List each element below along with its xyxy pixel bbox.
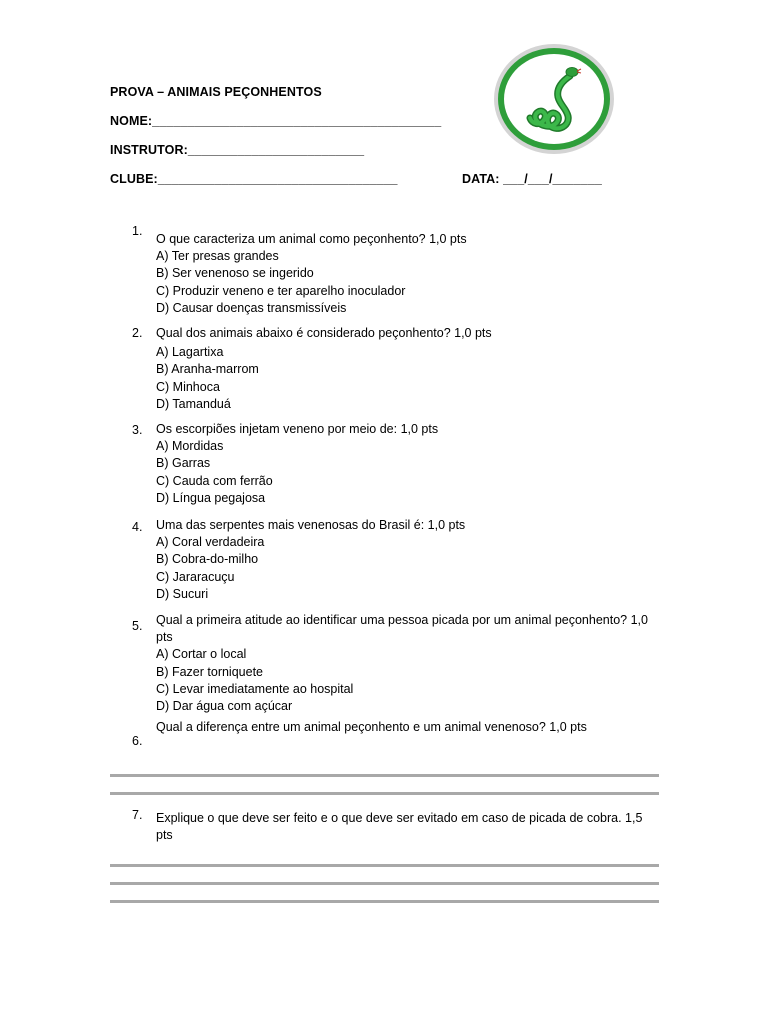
option-c: C) Cauda com ferrão <box>156 473 273 488</box>
option-b: B) Garras <box>156 456 211 471</box>
question-number: 1. <box>132 224 143 238</box>
answer-line[interactable] <box>110 774 659 777</box>
question-number: 4. <box>132 520 143 534</box>
option-d: D) Dar água com açúcar <box>156 699 293 714</box>
option-c: C) Levar imediatamente ao hospital <box>156 681 354 696</box>
instructor-field: INSTRUTOR:_________________________ <box>110 143 365 157</box>
option-c: C) Minhoca <box>156 379 220 394</box>
option-a: A) Lagartixa <box>156 345 224 360</box>
option-b: B) Ser venenoso se ingerido <box>156 266 314 281</box>
option-c: C) Jararacuçu <box>156 569 235 584</box>
question-number: 5. <box>132 619 143 633</box>
question-text: Uma das serpentes mais venenosas do Brasil é: 1,0 pts <box>156 518 466 532</box>
question-number: 7. <box>132 808 143 822</box>
option-a: A) Coral verdadeira <box>156 535 265 550</box>
option-b: B) Aranha-marrom <box>156 362 259 377</box>
club-field: CLUBE:__________________________________ <box>110 172 398 186</box>
name-field: NOME:_________________________________________ <box>110 114 442 128</box>
question-text: O que caracteriza um animal como peçonhento? 1,0 pts <box>156 232 467 246</box>
question-text: Explique o que deve ser feito e o que deve ser evitado em caso de picada de cobra. 1,5 pts <box>156 811 643 843</box>
snake-emblem-icon <box>492 42 616 156</box>
question-text: Qual dos animais abaixo é considerado peçonhento? 1,0 pts <box>156 326 492 340</box>
question-number: 6. <box>132 734 143 748</box>
answer-line[interactable] <box>110 792 659 795</box>
question-text: Os escorpiões injetam veneno por meio de: 1,0 pts <box>156 422 439 436</box>
answer-line[interactable] <box>110 900 659 903</box>
answer-line[interactable] <box>110 864 659 867</box>
option-d: D) Sucuri <box>156 586 209 601</box>
option-c: C) Produzir veneno e ter aparelho inoculador <box>156 283 406 298</box>
exam-title: PROVA – ANIMAIS PEÇONHENTOS <box>110 85 322 99</box>
question-text: Qual a primeira atitude ao identificar uma pessoa picada por um animal peçonhento? 1,0 pts <box>156 613 648 645</box>
option-a: A) Mordidas <box>156 439 224 454</box>
option-d: D) Causar doenças transmissíveis <box>156 300 347 315</box>
option-d: D) Tamanduá <box>156 396 231 411</box>
date-field: DATA: ___/___/_______ <box>462 172 602 186</box>
question-number: 3. <box>132 423 143 437</box>
question-text: Qual a diferença entre um animal peçonhento e um animal venenoso? 1,0 pts <box>156 720 587 734</box>
option-b: B) Fazer torniquete <box>156 664 263 679</box>
option-d: D) Língua pegajosa <box>156 490 266 505</box>
answer-line[interactable] <box>110 882 659 885</box>
question-number: 2. <box>132 326 143 340</box>
option-b: B) Cobra-do-milho <box>156 552 259 567</box>
option-a: A) Cortar o local <box>156 647 247 662</box>
option-a: A) Ter presas grandes <box>156 249 279 264</box>
